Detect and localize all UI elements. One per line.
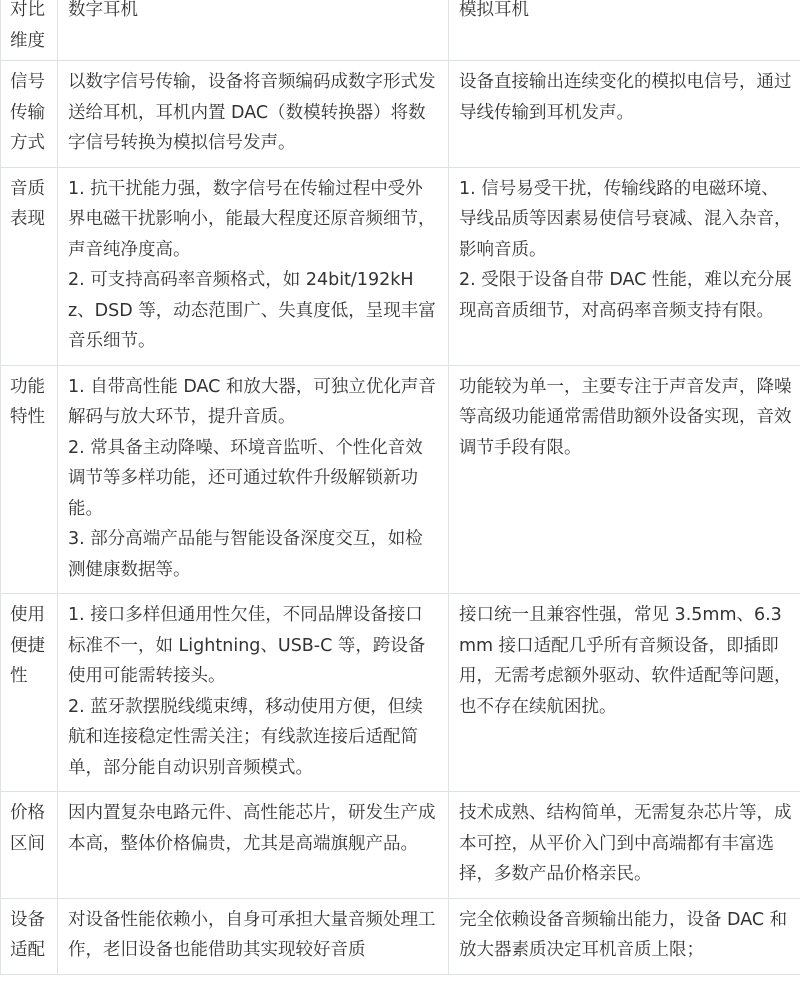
table-row — [1, 594, 800, 792]
dimension-line: 价格 — [10, 803, 45, 823]
analog-paragraph: 完全依赖设备音频输出能力，设备 DAC 和放大器素质决定耳机音质上限； — [459, 909, 788, 960]
digital-paragraph: 因内置复杂电路元件、高性能芯片，研发生产成本高，整体价格偏贵，尤其是高端旗舰产品。 — [68, 803, 436, 854]
digital-paragraph: 1. 抗干扰能力强，数字信号在传输过程中受外界电磁干扰影响小，能最大程度还原音频细节，声音纯净度高。 — [68, 178, 436, 260]
header-dimension-cell — [1, 0, 58, 61]
header-dimension-line: 对比 — [10, 0, 45, 20]
digital-paragraph: 1. 接口多样但通用性欠佳，不同品牌设备接口标准不一，如 Lightning、USB-C 等，跨设备使用可能需转接头。 — [68, 605, 426, 686]
table-header-row — [1, 0, 800, 61]
digital-paragraph: 2. 可支持高码率音频格式，如 24bit/192kHz、DSD 等，动态范围广、失真度低，呈现丰富音乐细节。 — [68, 270, 436, 351]
dimension-line: 使用 — [10, 605, 45, 625]
dimension-line: 性 — [10, 666, 28, 686]
digital-paragraph: 2. 常具备主动降噪、环境音监听、个性化音效调节等多样功能，还可通过软件升级解锁新功能。 — [68, 437, 423, 519]
table-row — [1, 61, 800, 168]
digital-paragraph: 3. 部分高端产品能与智能设备深度交互，如检测健康数据等。 — [68, 529, 423, 580]
digital-cell — [58, 167, 449, 365]
table-row — [1, 898, 800, 974]
dimension-line: 设备 — [10, 909, 45, 930]
analog-cell — [449, 898, 800, 974]
dimension-line: 便捷 — [10, 635, 45, 656]
digital-cell — [58, 594, 449, 792]
header-digital-label: 数字耳机 — [68, 0, 138, 20]
analog-cell — [449, 792, 800, 899]
table-row — [1, 792, 800, 899]
analog-paragraph: 设备直接输出连续变化的模拟电信号，通过导线传输到耳机发声。 — [459, 72, 792, 123]
dimension-line: 表现 — [10, 209, 45, 229]
digital-cell — [58, 61, 449, 168]
dimension-line: 音质 — [10, 178, 45, 199]
table-row — [1, 167, 800, 365]
dimension-cell — [1, 167, 58, 365]
dimension-line: 信号 — [10, 72, 45, 92]
analog-paragraph: 接口统一且兼容性强，常见 3.5mm、6.3mm 接口适配几乎所有音频设备，即插即用，无需考虑额外驱动、软件适配等问题，也不存在续航困扰。 — [459, 605, 792, 717]
analog-paragraph: 1. 信号易受干扰，传输线路的电磁环境、导线品质等因素易使信号衰减、混入杂音，影响音质。 — [459, 178, 792, 260]
digital-paragraph: 以数字信号传输，设备将音频编码成数字形式发送给耳机，耳机内置 DAC（数模转换器）将数字信号转换为模拟信号发声。 — [68, 72, 436, 153]
comparison-table-body — [1, 0, 800, 974]
digital-cell — [58, 792, 449, 899]
analog-cell — [449, 365, 800, 594]
analog-cell — [449, 61, 800, 168]
dimension-cell — [1, 792, 58, 899]
digital-cell — [58, 365, 449, 594]
dimension-line: 区间 — [10, 833, 45, 854]
header-analog-cell — [449, 0, 800, 61]
dimension-cell — [1, 594, 58, 792]
digital-paragraph: 对设备性能依赖小，自身可承担大量音频处理工作，老旧设备也能借助其实现较好音质 — [68, 909, 436, 960]
analog-cell — [449, 594, 800, 792]
dimension-line: 特性 — [10, 407, 45, 427]
dimension-cell — [1, 61, 58, 168]
digital-cell — [58, 898, 449, 974]
dimension-cell — [1, 898, 58, 974]
analog-paragraph: 2. 受限于设备自带 DAC 性能，难以充分展现高音质细节，对高码率音频支持有限。 — [459, 270, 792, 321]
dimension-line: 适配 — [10, 940, 45, 960]
analog-paragraph: 技术成熟、结构简单，无需复杂芯片等，成本可控，从平价入门到中高端都有丰富选择，多数产品价格亲民。 — [459, 803, 792, 884]
header-analog-label: 模拟耳机 — [459, 0, 529, 20]
analog-cell — [449, 167, 800, 365]
table-row — [1, 365, 800, 594]
digital-paragraph: 1. 自带高性能 DAC 和放大器，可独立优化声音解码与放大环节，提升音质。 — [68, 376, 436, 427]
digital-paragraph: 2. 蓝牙款摆脱线缆束缚，移动使用方便，但续航和连接稳定性需关注；有线款连接后适配简单，部分能自动识别音频模式。 — [68, 696, 423, 778]
dimension-line: 方式 — [10, 133, 45, 153]
dimension-line: 传输 — [10, 102, 45, 123]
analog-paragraph: 功能较为单一，主要专注于声音发声，降噪等高级功能通常需借助额外设备实现，音效调节手段有限。 — [459, 376, 792, 458]
dimension-cell — [1, 365, 58, 594]
header-digital-cell — [58, 0, 449, 61]
header-dimension-line: 维度 — [10, 30, 45, 51]
dimension-line: 功能 — [10, 376, 45, 397]
